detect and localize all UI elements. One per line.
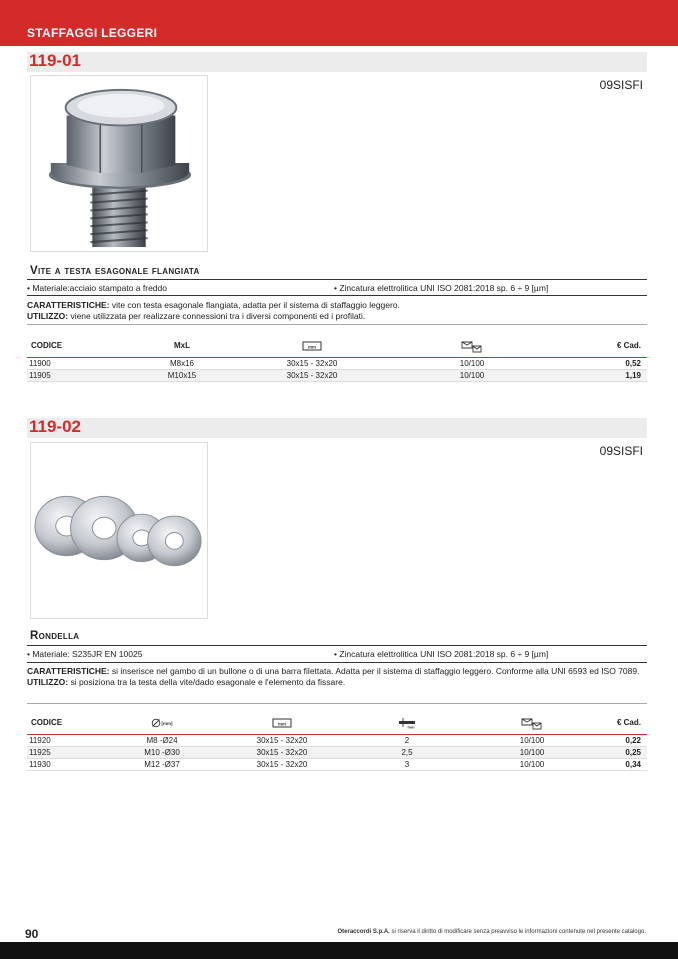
col-pack xyxy=(397,335,547,357)
thickness-icon xyxy=(397,717,417,729)
product-code: 119-02 xyxy=(29,417,81,436)
diameter-icon xyxy=(151,718,173,728)
cell-pack: 10/100 xyxy=(467,734,597,746)
footer-note: si riserva il diritto di modificare senza preavviso le informazioni contenute nel presente catalogo. xyxy=(389,929,646,935)
cell-code: 11930 xyxy=(27,758,107,770)
spec-finish: • Zincatura elettrolitica UNI ISO 2081:2018 sp. 6 ÷ 9 [µm] xyxy=(334,649,549,659)
footer-disclaimer xyxy=(338,929,647,935)
col-price: € Cad. xyxy=(547,335,647,357)
pack-icon xyxy=(461,339,483,353)
col-diameter xyxy=(107,712,217,734)
product-section-119-01 xyxy=(27,52,647,392)
table-header-row xyxy=(27,335,647,357)
product-table xyxy=(27,712,647,771)
page-category-title: STAFFAGGI LEGGERI xyxy=(27,26,158,40)
usage-text: viene utilizzata per realizzare connessioni tra i diversi componenti ed i profilati. xyxy=(68,311,366,321)
profile-icon xyxy=(302,341,322,351)
product-section-119-02 xyxy=(27,418,647,788)
characteristics-label: CARATTERISTICHE: xyxy=(27,300,110,310)
cell-size: M10x15 xyxy=(137,369,227,381)
characteristics-label: CARATTERISTICHE: xyxy=(27,666,110,676)
table-header-row xyxy=(27,712,647,734)
product-name: Rondella xyxy=(30,630,80,642)
page-number: 90 xyxy=(25,927,39,941)
table-row xyxy=(27,734,647,746)
table-row xyxy=(27,357,647,369)
product-code-bar xyxy=(27,418,647,438)
col-size: MxL xyxy=(137,335,227,357)
cell-profile: 30x15 - 32x20 xyxy=(217,758,347,770)
divider xyxy=(27,295,647,296)
product-table xyxy=(27,335,647,382)
cell-price: 0,22 xyxy=(597,734,647,746)
cell-diameter: M10 -Ø30 xyxy=(107,746,217,758)
col-pack xyxy=(467,712,597,734)
footer-bar xyxy=(0,942,678,959)
product-reference: 09SISFI xyxy=(599,78,643,92)
cell-profile: 30x15 - 32x20 xyxy=(227,369,397,381)
cell-size: M8x16 xyxy=(137,357,227,369)
cell-price: 0,52 xyxy=(547,357,647,369)
product-name: Vite a testa esagonale flangiata xyxy=(30,265,200,277)
col-thickness xyxy=(347,712,467,734)
pack-icon xyxy=(521,716,543,730)
cell-pack: 10/100 xyxy=(467,758,597,770)
cell-code: 11925 xyxy=(27,746,107,758)
product-code: 119-01 xyxy=(29,51,81,70)
cell-profile: 30x15 - 32x20 xyxy=(227,357,397,369)
table-row xyxy=(27,746,647,758)
divider xyxy=(27,279,647,280)
svg-text:mm: mm xyxy=(307,344,317,350)
characteristics-text: vite con testa esagonale flangiata, adatta per il sistema di staffaggio leggero. xyxy=(109,300,400,310)
cell-profile: 30x15 - 32x20 xyxy=(217,746,347,758)
col-price: € Cad. xyxy=(597,712,647,734)
spec-material: • Materiale: S235JR EN 10025 xyxy=(27,649,143,659)
table-row xyxy=(27,369,647,381)
usage-label: UTILIZZO: xyxy=(27,311,69,321)
header-bar xyxy=(0,0,678,46)
divider xyxy=(27,324,647,325)
table-row xyxy=(27,758,647,770)
cell-thickness: 3 xyxy=(347,758,467,770)
product-description xyxy=(27,300,647,322)
cell-thickness: 2 xyxy=(347,734,467,746)
cell-diameter: M8 -Ø24 xyxy=(107,734,217,746)
col-code: CODICE xyxy=(27,712,107,734)
spec-material: • Materiale:acciaio stampato a freddo xyxy=(27,283,167,293)
cell-thickness: 2,5 xyxy=(347,746,467,758)
product-code-bar xyxy=(27,52,647,72)
cell-profile: 30x15 - 32x20 xyxy=(217,734,347,746)
footer-company: Oteraccordi S.p.A. xyxy=(337,929,390,935)
cell-diameter: M12 -Ø37 xyxy=(107,758,217,770)
usage-label: UTILIZZO: xyxy=(27,677,69,687)
characteristics-text: si inserisce nel gambo di un bullone o di una barra filettata. Adatta per il sistema di staffaggio leggero. Conforme alla UNI 6593 ed ISO 7089. xyxy=(109,666,640,676)
col-profile xyxy=(227,335,397,357)
divider xyxy=(27,645,647,646)
svg-text:[mm]: [mm] xyxy=(161,720,173,726)
cell-code: 11920 xyxy=(27,734,107,746)
cell-pack: 10/100 xyxy=(397,357,547,369)
product-reference: 09SISFI xyxy=(599,444,643,458)
svg-text:mm: mm xyxy=(407,724,415,729)
spec-finish: • Zincatura elettrolitica UNI ISO 2081:2018 sp. 6 ÷ 9 [µm] xyxy=(334,283,549,293)
divider xyxy=(27,703,647,704)
cell-code: 11905 xyxy=(27,369,137,381)
product-image-washers xyxy=(30,442,208,619)
divider xyxy=(27,662,647,663)
col-profile xyxy=(217,712,347,734)
product-image-hex-flange-screw xyxy=(30,75,208,252)
usage-text: si posiziona tra la testa della vite/dado esagonale e l'elemento da fissare. xyxy=(68,677,346,687)
cell-code: 11900 xyxy=(27,357,137,369)
cell-price: 0,25 xyxy=(597,746,647,758)
cell-price: 1,19 xyxy=(547,369,647,381)
cell-price: 0,34 xyxy=(597,758,647,770)
product-description xyxy=(27,666,647,688)
svg-text:mm: mm xyxy=(277,721,287,727)
profile-icon xyxy=(272,718,292,728)
cell-pack: 10/100 xyxy=(467,746,597,758)
col-code: CODICE xyxy=(27,335,137,357)
cell-pack: 10/100 xyxy=(397,369,547,381)
